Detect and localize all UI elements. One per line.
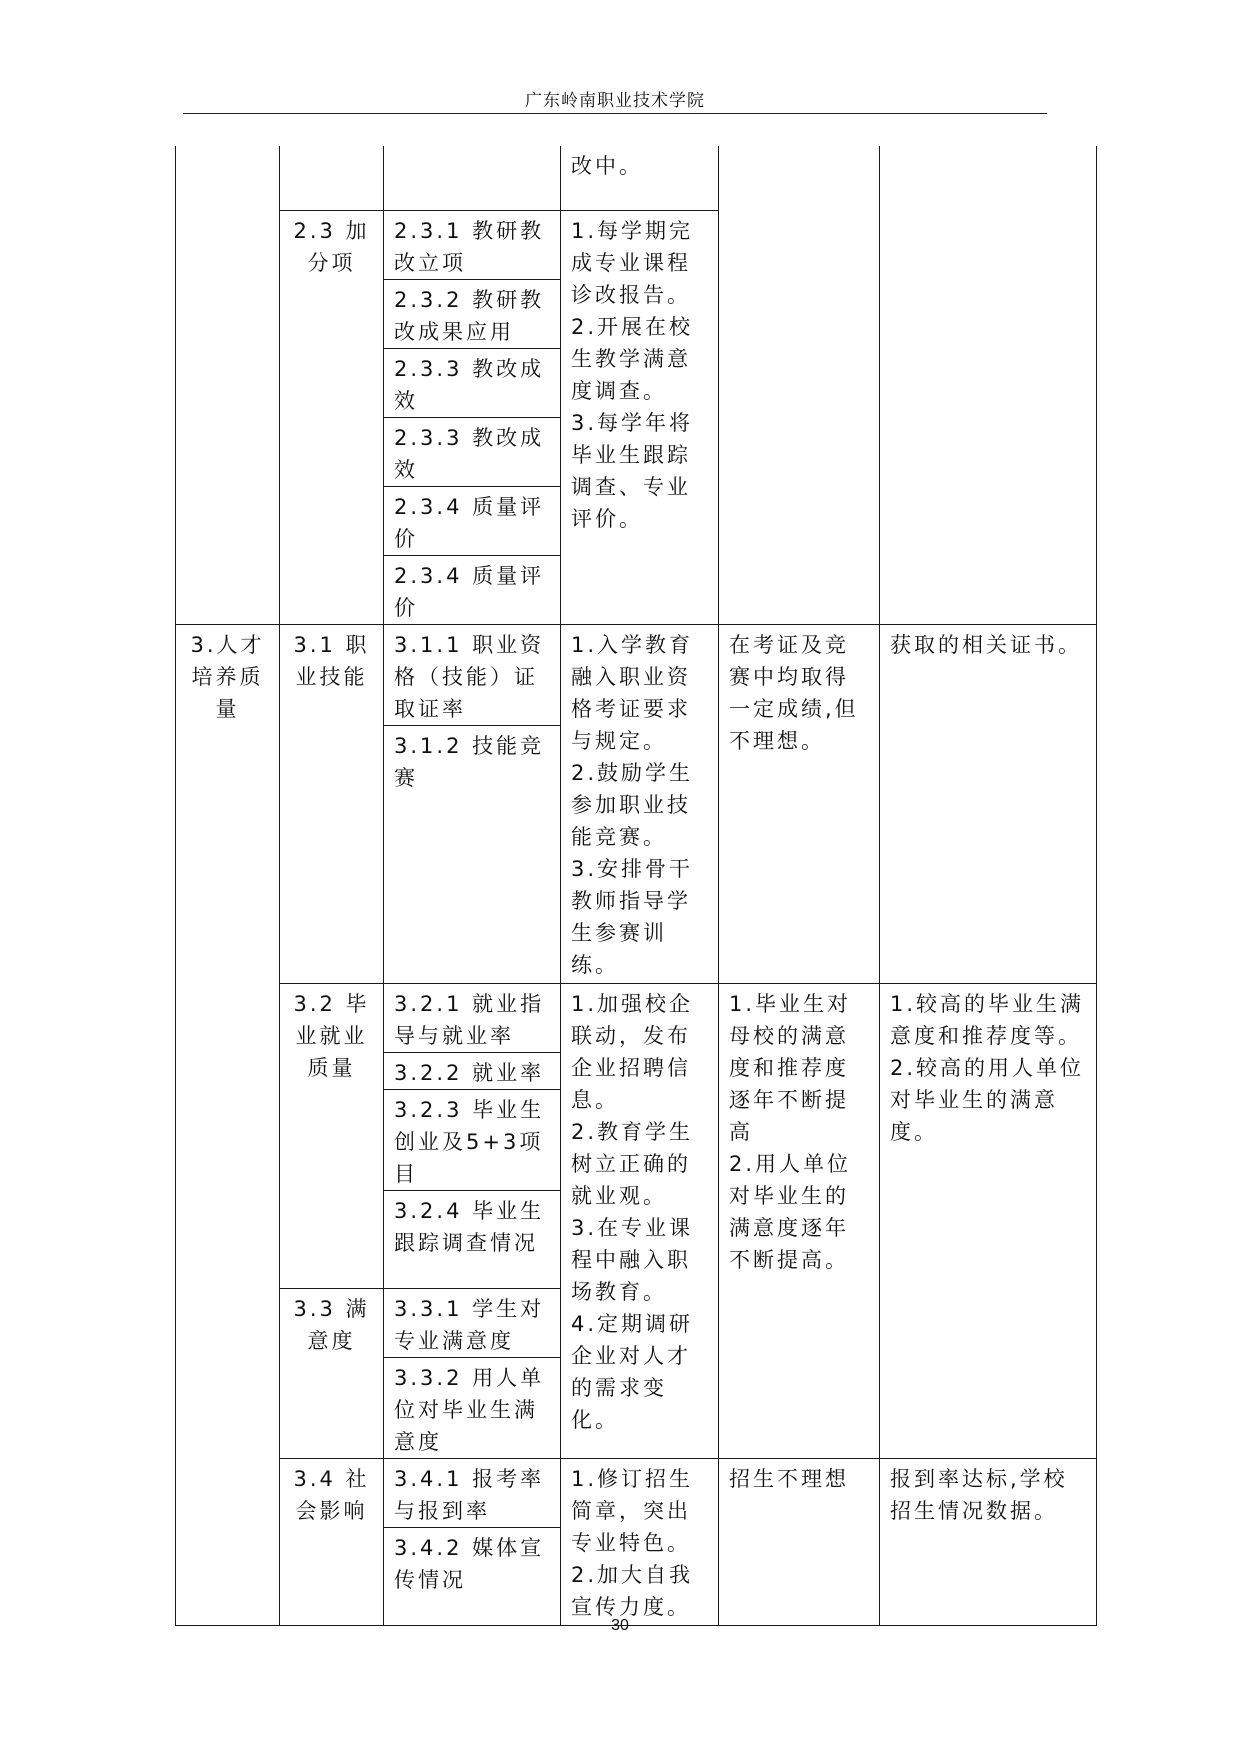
cell-level1-3: 3.人才培养质量 <box>176 624 280 1625</box>
cell-item: 3.2.4 毕业生跟踪调查情况 <box>384 1190 561 1288</box>
cell-level2-3-2: 3.2 毕业就业质量 <box>280 983 384 1288</box>
header-rule <box>183 113 1047 114</box>
cell-status: 在考证及竞赛中均取得一定成绩,但不理想。 <box>719 624 880 983</box>
cell-item: 2.3.4 质量评价 <box>384 486 561 555</box>
cell-status-empty <box>719 146 880 624</box>
cell-item: 2.3.2 教研教改成果应用 <box>384 279 561 348</box>
cell-measures: 1.加强校企联动，发布企业招聘信息。 2.教育学生树立正确的就业观。 3.在专业课程中融入职场教育。 4.定期调研企业对人才的需求变化。 <box>561 983 719 1458</box>
cell-evidence: 报到率达标,学校招生情况数据。 <box>880 1458 1097 1625</box>
cell-item: 2.3.3 教改成效 <box>384 417 561 486</box>
evaluation-table <box>175 146 1097 1626</box>
cell-item: 3.2.2 就业率 <box>384 1052 561 1089</box>
cell-level2-3-3: 3.3 满意度 <box>280 1288 384 1458</box>
page-number: 30 <box>611 1617 629 1634</box>
cell-evidence: 1.较高的毕业生满意度和推荐度等。 2.较高的用人单位对毕业生的满意度。 <box>880 983 1097 1458</box>
cell-status: 1.毕业生对母校的满意度和推荐度逐年不断提高 2.用人单位对毕业生的满意度逐年不断提高。 <box>719 983 880 1458</box>
cell-level2-empty <box>280 146 384 210</box>
cell-measures: 1.修订招生简章，突出专业特色。 2.加大自我宣传力度。 <box>561 1458 719 1625</box>
cell-item: 3.4.1 报考率与报到率 <box>384 1458 561 1527</box>
cell-level1-empty <box>176 146 280 624</box>
cell-item: 3.3.1 学生对专业满意度 <box>384 1288 561 1357</box>
cell-level2-3-4: 3.4 社会影响 <box>280 1458 384 1625</box>
cell-item: 2.3.1 教研教改立项 <box>384 210 561 279</box>
cell-measures-continued: 改中。 <box>561 146 719 210</box>
table-row <box>176 146 1097 210</box>
table-row <box>176 624 1097 725</box>
cell-evidence-empty <box>880 146 1097 624</box>
table-row <box>176 983 1097 1052</box>
cell-level2-3-1: 3.1 职业技能 <box>280 624 384 983</box>
cell-measures: 1.每学期完成专业课程诊改报告。 2.开展在校生教学满意度调查。 3.每学年将毕业生跟踪调查、专业评价。 <box>561 210 719 624</box>
cell-evidence: 获取的相关证书。 <box>880 624 1097 983</box>
page-header: 广东岭南职业技术学院 <box>525 91 705 111</box>
cell-item: 3.1.2 技能竞赛 <box>384 725 561 983</box>
cell-level2-2-3: 2.3 加分项 <box>280 210 384 624</box>
cell-item: 3.1.1 职业资格（技能）证取证率 <box>384 624 561 725</box>
cell-status: 招生不理想 <box>719 1458 880 1625</box>
cell-item: 2.3.3 教改成效 <box>384 348 561 417</box>
cell-item: 3.4.2 媒体宣传情况 <box>384 1527 561 1625</box>
cell-item: 3.2.1 就业指导与就业率 <box>384 983 561 1052</box>
cell-item: 3.2.3 毕业生创业及5+3项目 <box>384 1089 561 1190</box>
cell-item: 2.3.4 质量评价 <box>384 555 561 624</box>
cell-measures: 1.入学教育融入职业资格考证要求与规定。 2.鼓励学生参加职业技能竞赛。 3.安排骨干教师指导学生参赛训练。 <box>561 624 719 983</box>
cell-level3-empty <box>384 146 561 210</box>
cell-item: 3.3.2 用人单位对毕业生满意度 <box>384 1357 561 1458</box>
table-row <box>176 1458 1097 1527</box>
